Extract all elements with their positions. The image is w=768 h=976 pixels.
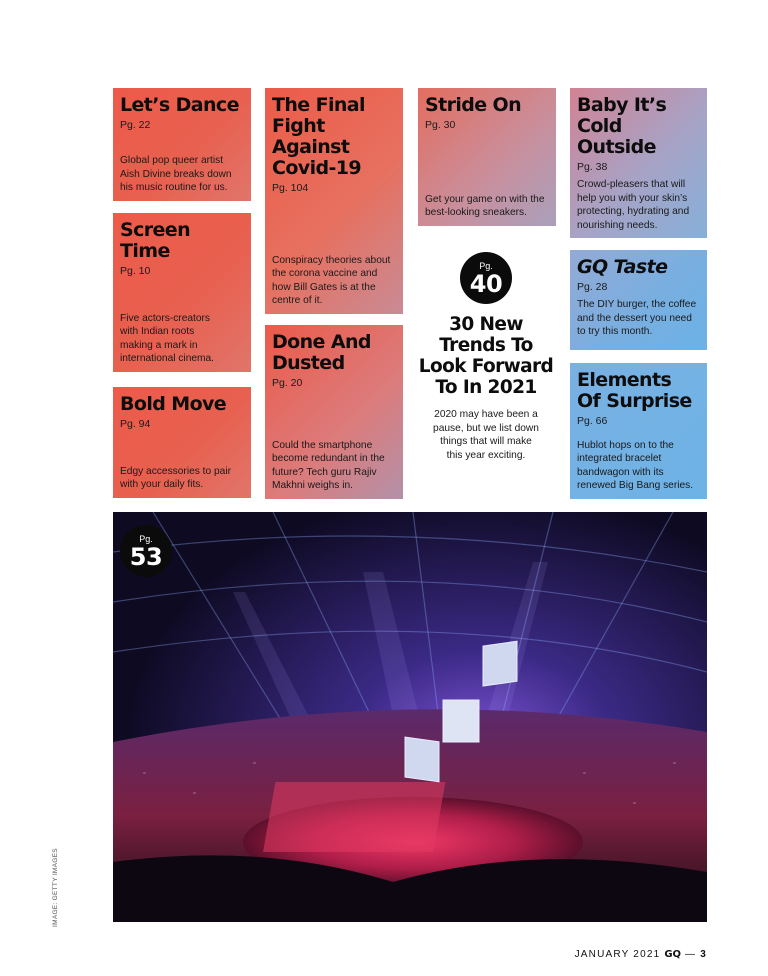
folio-month: JANUARY 2021	[574, 949, 661, 960]
card-page: Pg. 30	[425, 119, 456, 131]
page-badge-label: Pg.	[479, 260, 493, 271]
card-elements[interactable]	[570, 363, 707, 499]
card-baby-cold[interactable]	[570, 88, 707, 238]
page-badge-number: 40	[469, 269, 503, 298]
page-folio	[575, 949, 707, 960]
card-title: GQ Taste	[577, 256, 668, 278]
arena-photo[interactable]	[113, 512, 707, 922]
page-badge	[120, 525, 172, 577]
card-desc: Conspiracy theories about the corona vaccine and how Bill Gates is at the centre of it.	[272, 254, 391, 307]
card-stride-on[interactable]	[418, 88, 556, 226]
page-badge-label: Pg.	[139, 533, 153, 544]
folio-sep: —	[685, 949, 697, 960]
card-page: Pg. 38	[577, 161, 608, 173]
card-title: Bold Move	[120, 393, 227, 415]
card-title: Done And Dusted	[272, 331, 371, 374]
card-desc: Five actors-creators with Indian roots making a mark in international cinema.	[120, 312, 215, 365]
card-page: Pg. 28	[577, 281, 608, 293]
card-final-fight[interactable]	[265, 88, 403, 314]
page-badge-number: 53	[129, 542, 163, 571]
card-lets-dance[interactable]	[113, 88, 251, 201]
card-title: The Final Fight Against Covid-19	[272, 94, 365, 179]
card-gq-taste[interactable]	[570, 250, 707, 350]
page-badge	[460, 252, 512, 304]
card-page: Pg. 104	[272, 182, 309, 194]
card-desc: Hublot hops on to the integrated bracelet bandwagon with its renewed Big Bang series.	[577, 439, 694, 492]
feature-trends[interactable]	[416, 252, 556, 462]
card-title: Let’s Dance	[120, 94, 239, 116]
card-desc: Crowd-pleasers that will help you with your skin’s protecting, hydrating and nourishing needs.	[577, 179, 690, 231]
card-title: Baby It’s Cold Outside	[577, 94, 667, 158]
card-bold-move[interactable]	[113, 387, 251, 498]
feature-desc: 2020 may have been a pause, but we list down things that will make this year exciting.	[433, 409, 539, 461]
card-done-dusted[interactable]	[265, 325, 403, 499]
card-page: Pg. 94	[120, 418, 151, 430]
card-desc: The DIY burger, the coffee and the dessert you need to try this month.	[577, 299, 697, 338]
folio-page: 3	[700, 949, 707, 960]
card-desc: Could the smartphone become redundant in the future? Tech guru Rajiv Makhni weighs in.	[272, 439, 385, 492]
card-page: Pg. 20	[272, 377, 303, 389]
card-desc: Get your game on with the best-looking sneakers.	[425, 193, 545, 219]
card-title: Screen Time	[120, 219, 191, 262]
card-desc: Edgy accessories to pair with your daily fits.	[120, 465, 231, 491]
image-credit: IMAGE: GETTY IMAGES	[52, 848, 59, 927]
arena-illustration	[113, 512, 707, 922]
folio-brand: GQ	[664, 949, 682, 960]
card-page: Pg. 22	[120, 119, 151, 131]
card-page: Pg. 66	[577, 415, 608, 427]
card-screen-time[interactable]	[113, 213, 251, 372]
card-desc: Global pop queer artist Aish Divine breaks down his music routine for us.	[120, 155, 232, 194]
feature-title: 30 New Trends To Look Forward To In 2021	[418, 314, 554, 398]
card-title: Elements Of Surprise	[577, 369, 692, 412]
card-title: Stride On	[425, 94, 522, 116]
card-page: Pg. 10	[120, 265, 151, 277]
